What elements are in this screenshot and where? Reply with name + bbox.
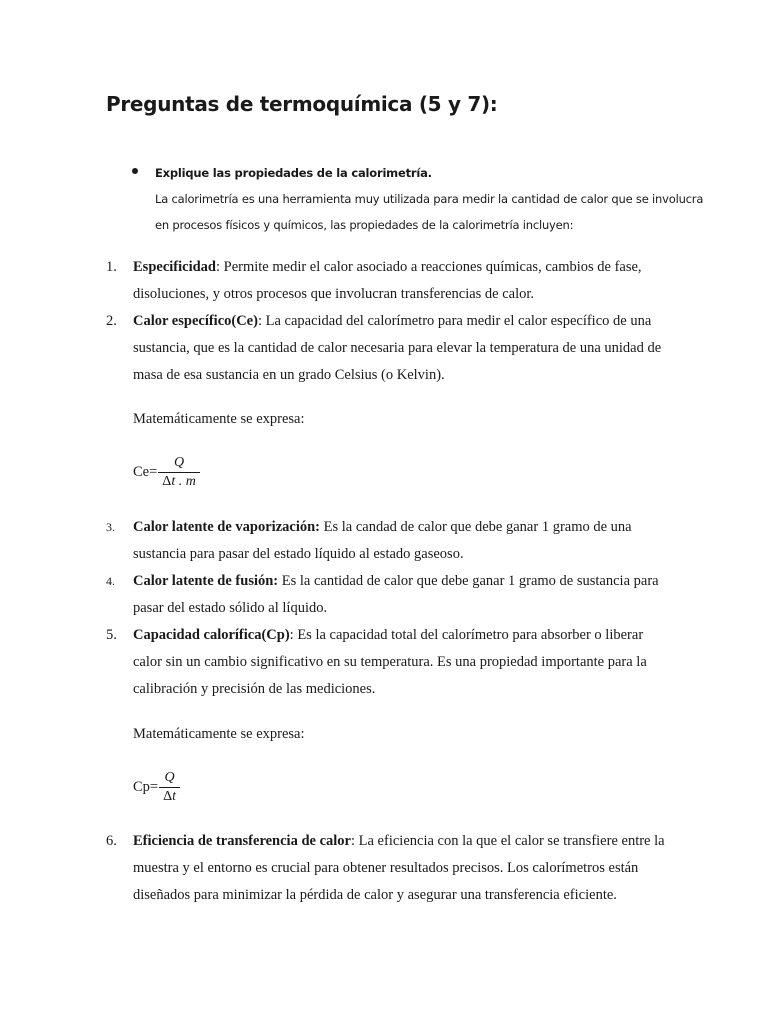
page-title: Preguntas de termoquímica (5 y 7): — [106, 92, 498, 116]
list-number: 1. — [106, 259, 117, 275]
list-item: 6. Eficiencia de transferencia de calor: La eficiencia con la que el calor se transfiere entre la muestra y el entorno es crucial para obtener resultados precisos. Los calorímetros están diseñados para minimizar la pérdida de calor y asegurar una transferencia eficiente. — [133, 828, 673, 909]
numerator: Q — [173, 455, 185, 470]
list-item: 2. Calor específico(Ce): La capacidad del calorímetro para medir el calor específico de una sustancia, que es la cantidad de calor necesaria para elevar la temperatura de una unidad de masa de esa sustancia en un grado Celsius (o Kelvin). — [133, 308, 673, 389]
list-number: 3. — [106, 520, 115, 534]
formula-lhs: Cp= — [133, 779, 159, 795]
list-text: La eficiencia con la que el calor se transfiere entre la muestra y el entorno es crucial para obtener resultados precisos. Los calorímetros están diseñados para minimizar la pérdida de calor y asegurar una transferencia eficiente. — [133, 833, 665, 903]
bullet-icon — [132, 168, 138, 174]
bullet-text: La calorimetría es una herramienta muy utilizada para medir la cantidad de calor que se involucra en procesos físicos y químicos, las propiedades de la calorimetría incluyen: — [155, 192, 704, 232]
list-term: Eficiencia de transferencia de calor — [133, 833, 351, 849]
list-number: 4. — [106, 574, 115, 588]
list-term: Calor latente de vaporización: — [133, 519, 320, 535]
formula-ce — [133, 454, 200, 491]
list-number: 5. — [106, 627, 117, 643]
list-term: Calor específico(Ce) — [133, 313, 258, 329]
bullet-question — [155, 160, 715, 238]
math-intro: Matemáticamente se expresa: — [133, 411, 305, 427]
list-item — [106, 514, 673, 568]
bullet-heading: Explique las propiedades de la calorimetría. — [155, 166, 432, 180]
denominator: Δt . m — [162, 474, 196, 489]
list-term: Especificidad — [133, 259, 216, 275]
list-item: 1. Especificidad: Permite medir el calor asociado a reacciones químicas, cambios de fase, disoluciones, y otros procesos que involucran transferencias de calor. — [133, 254, 673, 308]
list-text: Permite medir el calor asociado a reacciones químicas, cambios de fase, disoluciones, y otros procesos que involucran transferencias de calor. — [133, 259, 642, 302]
formula-lhs: Ce= — [133, 464, 158, 480]
list-item — [106, 568, 673, 622]
list-term: Calor latente de fusión: — [133, 573, 279, 589]
denominator: Δt — [163, 789, 177, 804]
fraction — [159, 769, 180, 806]
list-text: Es la capacidad total del calorímetro para absorber o liberar calor sin un cambio significativo en su temperatura. Es una propiedad importante para la calibración y precisión de las mediciones. — [133, 627, 647, 697]
list-item: 5. Capacidad calorífica(Cp): Es la capacidad total del calorímetro para absorber o liberar calor sin un cambio significativo en su temperatura. Es una propiedad importante para la calibración y precisión de las mediciones. — [133, 622, 673, 703]
fraction — [158, 454, 200, 491]
list-text: Es la cantidad de calor que debe ganar 1 gramo de sustancia para pasar del estado sólido al líquido. — [133, 573, 659, 616]
list-number: 2. — [106, 313, 117, 329]
list-text: Es la candad de calor que debe ganar 1 gramo de una sustancia para pasar del estado líquido al estado gaseoso. — [133, 519, 632, 562]
list-number: 6. — [106, 833, 117, 849]
formula-cp — [133, 769, 180, 806]
numerator: Q — [164, 770, 175, 785]
list-text: La capacidad del calorímetro para medir el calor específico de una sustancia, que es la cantidad de calor necesaria para elevar la temperatura de una unidad de masa de esa sustancia en un grado Celsius (o Kelvin). — [133, 313, 662, 383]
list-term: Capacidad calorífica(Cp) — [133, 627, 290, 643]
math-intro: Matemáticamente se expresa: — [133, 726, 305, 742]
